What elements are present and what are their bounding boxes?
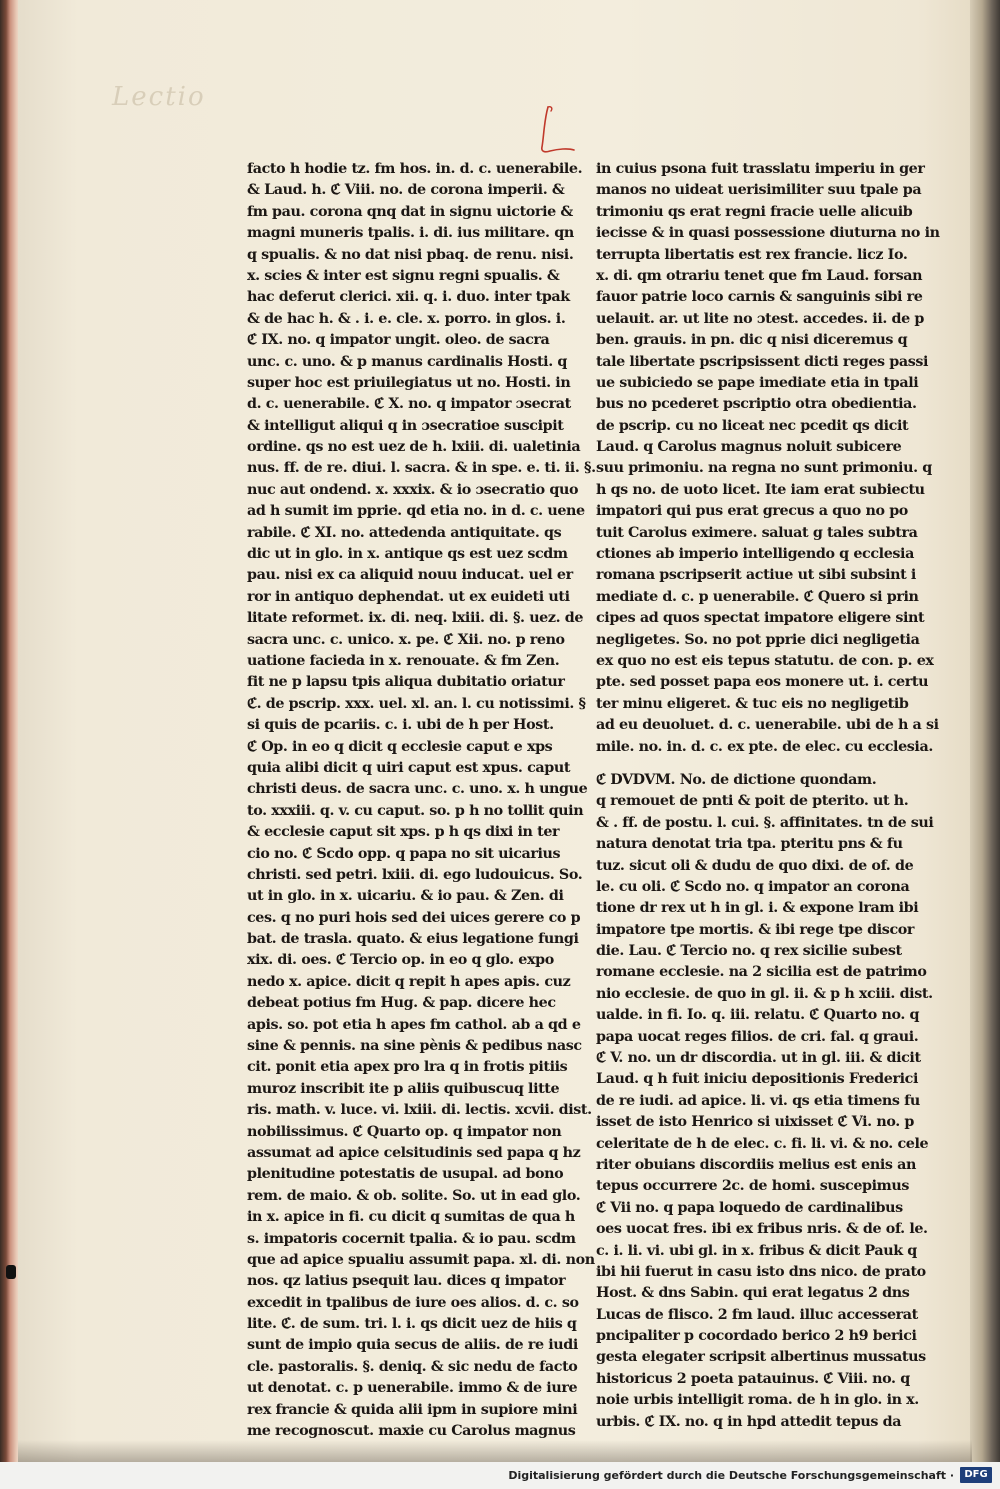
text-line: in cuius psona fuit trasslatu imperiu in ger: [596, 161, 925, 177]
text-line: Laud. q Carolus magnus noluit subicere: [596, 439, 902, 456]
text-line: tione dr rex ut h in gl. i. & expone lram ibi: [596, 900, 919, 917]
text-line: nio ecclesie. de quo in gl. ii. & p h xciii. dist.: [596, 985, 933, 1002]
text-line: nobilissimus. ℭ Quarto op. q impator non: [247, 1123, 562, 1140]
faded-marginalia: Lectio: [112, 82, 206, 112]
text-line: mile. no. in. d. c. ex pte. de elec. cu ecclesia.: [596, 738, 933, 755]
text-line: ad h sumit im pprie. qd etia no. in d. c. uene: [247, 503, 585, 520]
text-line: excedit in tpalibus de iure oes alios. d. c. so: [247, 1294, 579, 1311]
text-line: Lucas de flisco. 2 fm laud. illuc accesserat: [596, 1306, 918, 1323]
text-line: uelauit. ar. ut lite no ɔtest. accedes. ii. de p: [596, 310, 924, 327]
text-line: facto h hodie tz. fm hos. in. d. c. uenerabile.: [247, 161, 583, 177]
text-line: sine & pennis. na sine pènis & pedibus nasc: [247, 1038, 582, 1055]
text-line: x. di. qm otrariu tenet que fm Laud. forsan: [596, 267, 923, 284]
text-line: ℭ DVDVM. No. de dictione quondam.: [596, 771, 877, 788]
binding-thread-mark: [6, 1265, 16, 1279]
text-line: sacra unc. c. unico. x. pe. ℭ Xii. no. p reno: [247, 631, 565, 648]
text-line: x. scies & inter est signu regni spualis. &: [247, 267, 560, 284]
text-line: manos no uideat uerisimiliter suu tpale pa: [596, 182, 922, 199]
text-line: trimoniu qs erat regni fracie uelle alicuib: [596, 203, 913, 220]
text-line: ter minu eligeret. & tuc eis no negligetib: [596, 695, 909, 712]
book-fore-edge-left: [0, 0, 20, 1462]
text-line: pncipaliter p cocordado berico 2 h9 berici: [596, 1328, 917, 1345]
text-line: ℭ. de pscrip. xxx. uel. xl. an. l. cu notissimi. §: [247, 695, 586, 712]
text-line: natura denotat tria tpa. pteritu pns & fu: [596, 836, 903, 853]
text-line: litate reformet. ix. di. neq. lxiii. di. §. uez. de: [247, 610, 584, 627]
text-line: ut in glo. in x. uicariu. & io pau. & Zen. di: [247, 888, 564, 905]
text-line: magni muneris tpalis. i. di. ius militare. qn: [247, 225, 574, 242]
text-line: muroz inscribit ite p aliis quibuscuq litte: [247, 1080, 560, 1097]
text-line: rabile. ℭ XI. no. attedenda antiquitate. qs: [247, 524, 562, 541]
text-line: & . ff. de postu. l. cui. §. affinitates. tn de sui: [596, 814, 934, 831]
text-line: iecisse & in quasi possessione diuturna no in: [596, 225, 940, 242]
text-line: romane ecclesie. na 2 sicilia est de patrimo: [596, 964, 927, 981]
text-line: de re iudi. ad apice. li. vi. qs etia timens fu: [596, 1092, 920, 1109]
text-line: xix. di. oes. ℭ Tercio op. in eo q glo. expo: [247, 952, 554, 969]
text-line: papa uocat reges filios. de cri. fal. q graui.: [596, 1028, 919, 1045]
funding-credit: Digitalisierung gefördert durch die Deutsche Forschungsgemeinschaft ·: [508, 1469, 954, 1482]
right-column-section-1: [596, 159, 940, 758]
text-line: sunt de impio quia secus de aliis. de re iudi: [247, 1337, 578, 1354]
text-line: me recognoscut. maxie cu Carolus magnus: [247, 1423, 576, 1440]
text-line: uatione facieda in x. renouate. & fm Zen.: [247, 652, 560, 669]
text-line: le. cu oli. ℭ Scdo no. q impator an corona: [596, 878, 910, 895]
text-line: bus no pcederet pscriptio otra obedientia.: [596, 396, 917, 413]
text-line: cio no. ℭ Scdo opp. q papa no sit uicarius: [247, 845, 561, 862]
text-line: & de hac h. & . i. e. cle. x. porro. in glos. i.: [247, 310, 566, 327]
text-line: cipes ad quos spectat impatore eligere sint: [596, 610, 925, 627]
text-line: to. xxxiii. q. v. cu caput. so. p h no tollit quin: [247, 802, 584, 819]
text-line: ex quo no est eis tepus statutu. de con. p. ex: [596, 652, 934, 669]
text-line: suu primoniu. na regna no sunt primoniu. q: [596, 460, 932, 477]
text-line: hac deferut clerici. xii. q. i. duo. inter tpak: [247, 289, 570, 306]
text-line: ctiones ab imperio intelligendo q ecclesia: [596, 546, 914, 563]
text-line: dic ut in glo. in x. antique qs est uez scdm: [247, 546, 568, 563]
text-line: in x. apice in fi. cu dicit q sumitas de qua h: [247, 1209, 575, 1226]
text-line: & ecclesie caput sit xps. p h qs dixi in ter: [247, 824, 560, 841]
text-line: tale libertate pscripsissent dicti reges passi: [596, 353, 929, 370]
text-line: ris. math. v. luce. vi. lxiii. di. lectis. xcvii. dist.: [247, 1102, 592, 1119]
text-line: christi deus. de sacra unc. c. uno. x. h ungue: [247, 781, 588, 798]
text-line: mediate d. c. p uenerabile. ℭ Quero si prin: [596, 588, 919, 605]
text-column-right: [596, 159, 940, 1433]
text-line: romana pscripserit actiue ut sibi subsint i: [596, 567, 916, 584]
text-line: bat. de trasla. quato. & eius legatione fungi: [247, 931, 579, 948]
text-line: ben. grauis. in pn. dic q nisi diceremus q: [596, 332, 908, 349]
text-line: ℭ Op. in eo q dicit q ecclesie caput e xps: [247, 738, 553, 755]
text-line: lite. ℭ. de sum. tri. l. i. qs dicit uez de hiis q: [247, 1316, 577, 1333]
text-line: ℭ Vii no. q papa loquedo de cardinalibus: [596, 1199, 903, 1216]
text-line: ℭ IX. no. q impator ungit. oleo. de sacra: [247, 332, 550, 349]
text-line: ualde. in fi. Io. q. iii. relatu. ℭ Quarto no. q: [596, 1007, 920, 1024]
text-column-left: [247, 159, 596, 1442]
text-line: q spualis. & no dat nisi pbaq. de renu. nisi.: [247, 246, 574, 263]
text-line: ces. q no puri hois sed dei uices gerere co p: [247, 909, 581, 926]
page-shadow: [18, 1440, 972, 1462]
text-line: assumat ad apice celsitudinis sed papa q hz: [247, 1144, 581, 1161]
text-line: pte. sed posset papa eos monere ut. i. certu: [596, 674, 929, 691]
text-line: riter obuians discordiis melius est enis an: [596, 1156, 916, 1173]
text-line: cit. ponit etia apex pro lra q in frotis pitiis: [247, 1059, 568, 1076]
text-line: nos. qz latius psequit lau. dices q impator: [247, 1273, 566, 1290]
text-line: fit ne p lapsu tpis aliqua dubitatio oriatur: [247, 674, 565, 691]
text-line: c. i. li. vi. ubi gl. in x. fribus & dicit Pauk q: [596, 1242, 917, 1259]
text-line: noie urbis intelligit roma. de h in glo. in x.: [596, 1392, 919, 1409]
text-line: rem. de maio. & ob. solite. So. ut in ead glo.: [247, 1187, 581, 1204]
text-line: plenitudine potestatis de usupal. ad bono: [247, 1166, 564, 1183]
text-line: rex francie & quida alii ipm in supiore mini: [247, 1401, 578, 1418]
text-line: que ad apice spualiu assumit papa. xl. di. non: [247, 1251, 595, 1268]
text-line: impatori qui pus erat grecus a quo no po: [596, 503, 908, 520]
text-line: super hoc est priuilegiatus ut no. Hosti. in: [247, 374, 571, 391]
text-line: ror in antiquo dephendat. ut ex euideti uti: [247, 588, 570, 605]
text-line: ibi hii fuerut in casu isto dns nico. de prato: [596, 1263, 926, 1280]
text-line: unc. c. uno. & p manus cardinalis Hosti. q: [247, 353, 567, 370]
text-line: isset de isto Henrico si uixisset ℭ Vi. no. p: [596, 1114, 914, 1131]
text-line: ℭ V. no. un dr discordia. ut in gl. iii. & dicit: [596, 1050, 921, 1067]
section-gap: [596, 758, 892, 770]
text-line: h qs no. de uoto licet. Ite iam erat subiectu: [596, 481, 925, 498]
text-line: tuz. sicut oli & dudu de quo dixi. de of. de: [596, 857, 914, 874]
text-line: ue subiciedo se pape imediate etia in tpali: [596, 374, 919, 391]
dfg-logo-icon: DFG: [960, 1467, 992, 1483]
text-line: si quis de pcariis. c. i. ubi de h per Host.: [247, 717, 554, 734]
text-line: ut denotat. c. p uenerabile. immo & de iure: [247, 1380, 578, 1397]
text-line: quia alibi dicit q uiri caput est xpus. caput: [247, 759, 571, 776]
text-line: q remouet de pnti & poit de pterito. ut h.: [596, 793, 909, 810]
text-line: christi. sed petri. lxiii. di. ego ludouicus. So.: [247, 866, 583, 883]
text-line: oes uocat fres. ibi ex fribus nris. & de of. le.: [596, 1221, 928, 1238]
text-line: die. Lau. ℭ Tercio no. q rex sicilie subest: [596, 943, 902, 960]
text-line: s. impatoris cocernit tpalia. & io pau. scdm: [247, 1230, 576, 1247]
text-line: nedo x. apice. dicit q repit h apes apis. cuz: [247, 973, 571, 990]
text-line: apis. so. pot etia h apes fm cathol. ab a qd e: [247, 1016, 581, 1033]
text-line: fm pau. corona qnq dat in signu uictorie &: [247, 203, 573, 220]
text-line: & intelligut aliqui q in ɔsecratioe suscipit: [247, 417, 564, 434]
rubricated-initial-mark: [534, 103, 578, 161]
text-line: impatore tpe mortis. & ibi rege tpe discor: [596, 921, 915, 938]
text-line: de pscrip. cu no liceat nec pcedit qs dicit: [596, 417, 909, 434]
text-line: tepus occurrere 2c. de homi. suscepimus: [596, 1178, 910, 1195]
book-fore-edge-right: [970, 0, 1000, 1462]
text-line: cle. pastoralis. §. deniq. & sic nedu de facto: [247, 1358, 578, 1375]
text-line: nuc aut ondend. x. xxxix. & io ɔsecratio quo: [247, 481, 579, 498]
digitization-footer: [0, 1462, 1000, 1489]
text-line: historicus 2 poeta patauinus. ℭ Viii. no. q: [596, 1370, 910, 1387]
text-line: Host. & dns Sabin. qui erat legatus 2 dns: [596, 1285, 910, 1302]
text-line: fauor patrie loco carnis & sanguinis sibi re: [596, 289, 923, 306]
text-line: ordine. qs no est uez de h. lxiii. di. ualetinia: [247, 439, 581, 456]
text-line: debeat potius fm Hug. & pap. dicere hec: [247, 995, 556, 1012]
right-column-section-2: [596, 770, 934, 1433]
text-line: gesta elegater scripsit albertinus mussatus: [596, 1349, 926, 1366]
text-line: ad eu deuoluet. d. c. uenerabile. ubi de h a si: [596, 717, 939, 734]
text-line: tuit Carolus eximere. saluat g tales subtra: [596, 524, 918, 541]
text-line: Laud. q h fuit iniciu depositionis Frederici: [596, 1071, 918, 1088]
text-line: urbis. ℭ IX. no. q in hpd attedit tepus da: [596, 1413, 902, 1430]
text-line: pau. nisi ex ca aliquid nouu inducat. uel er: [247, 567, 573, 584]
text-line: & Laud. h. ℭ Viii. no. de corona imperii. &: [247, 182, 565, 199]
text-line: terrupta libertatis est rex francie. licz Io.: [596, 246, 908, 263]
text-line: d. c. uenerabile. ℭ X. no. q impator ɔsecrat: [247, 396, 571, 413]
text-line: negligetes. So. no pot pprie dici negligetia: [596, 631, 920, 648]
text-line: nus. ff. de re. diui. l. sacra. & in spe. e. ti. ii. §.: [247, 460, 596, 477]
text-line: celeritate de h de elec. c. fi. li. vi. & no. cele: [596, 1135, 929, 1152]
